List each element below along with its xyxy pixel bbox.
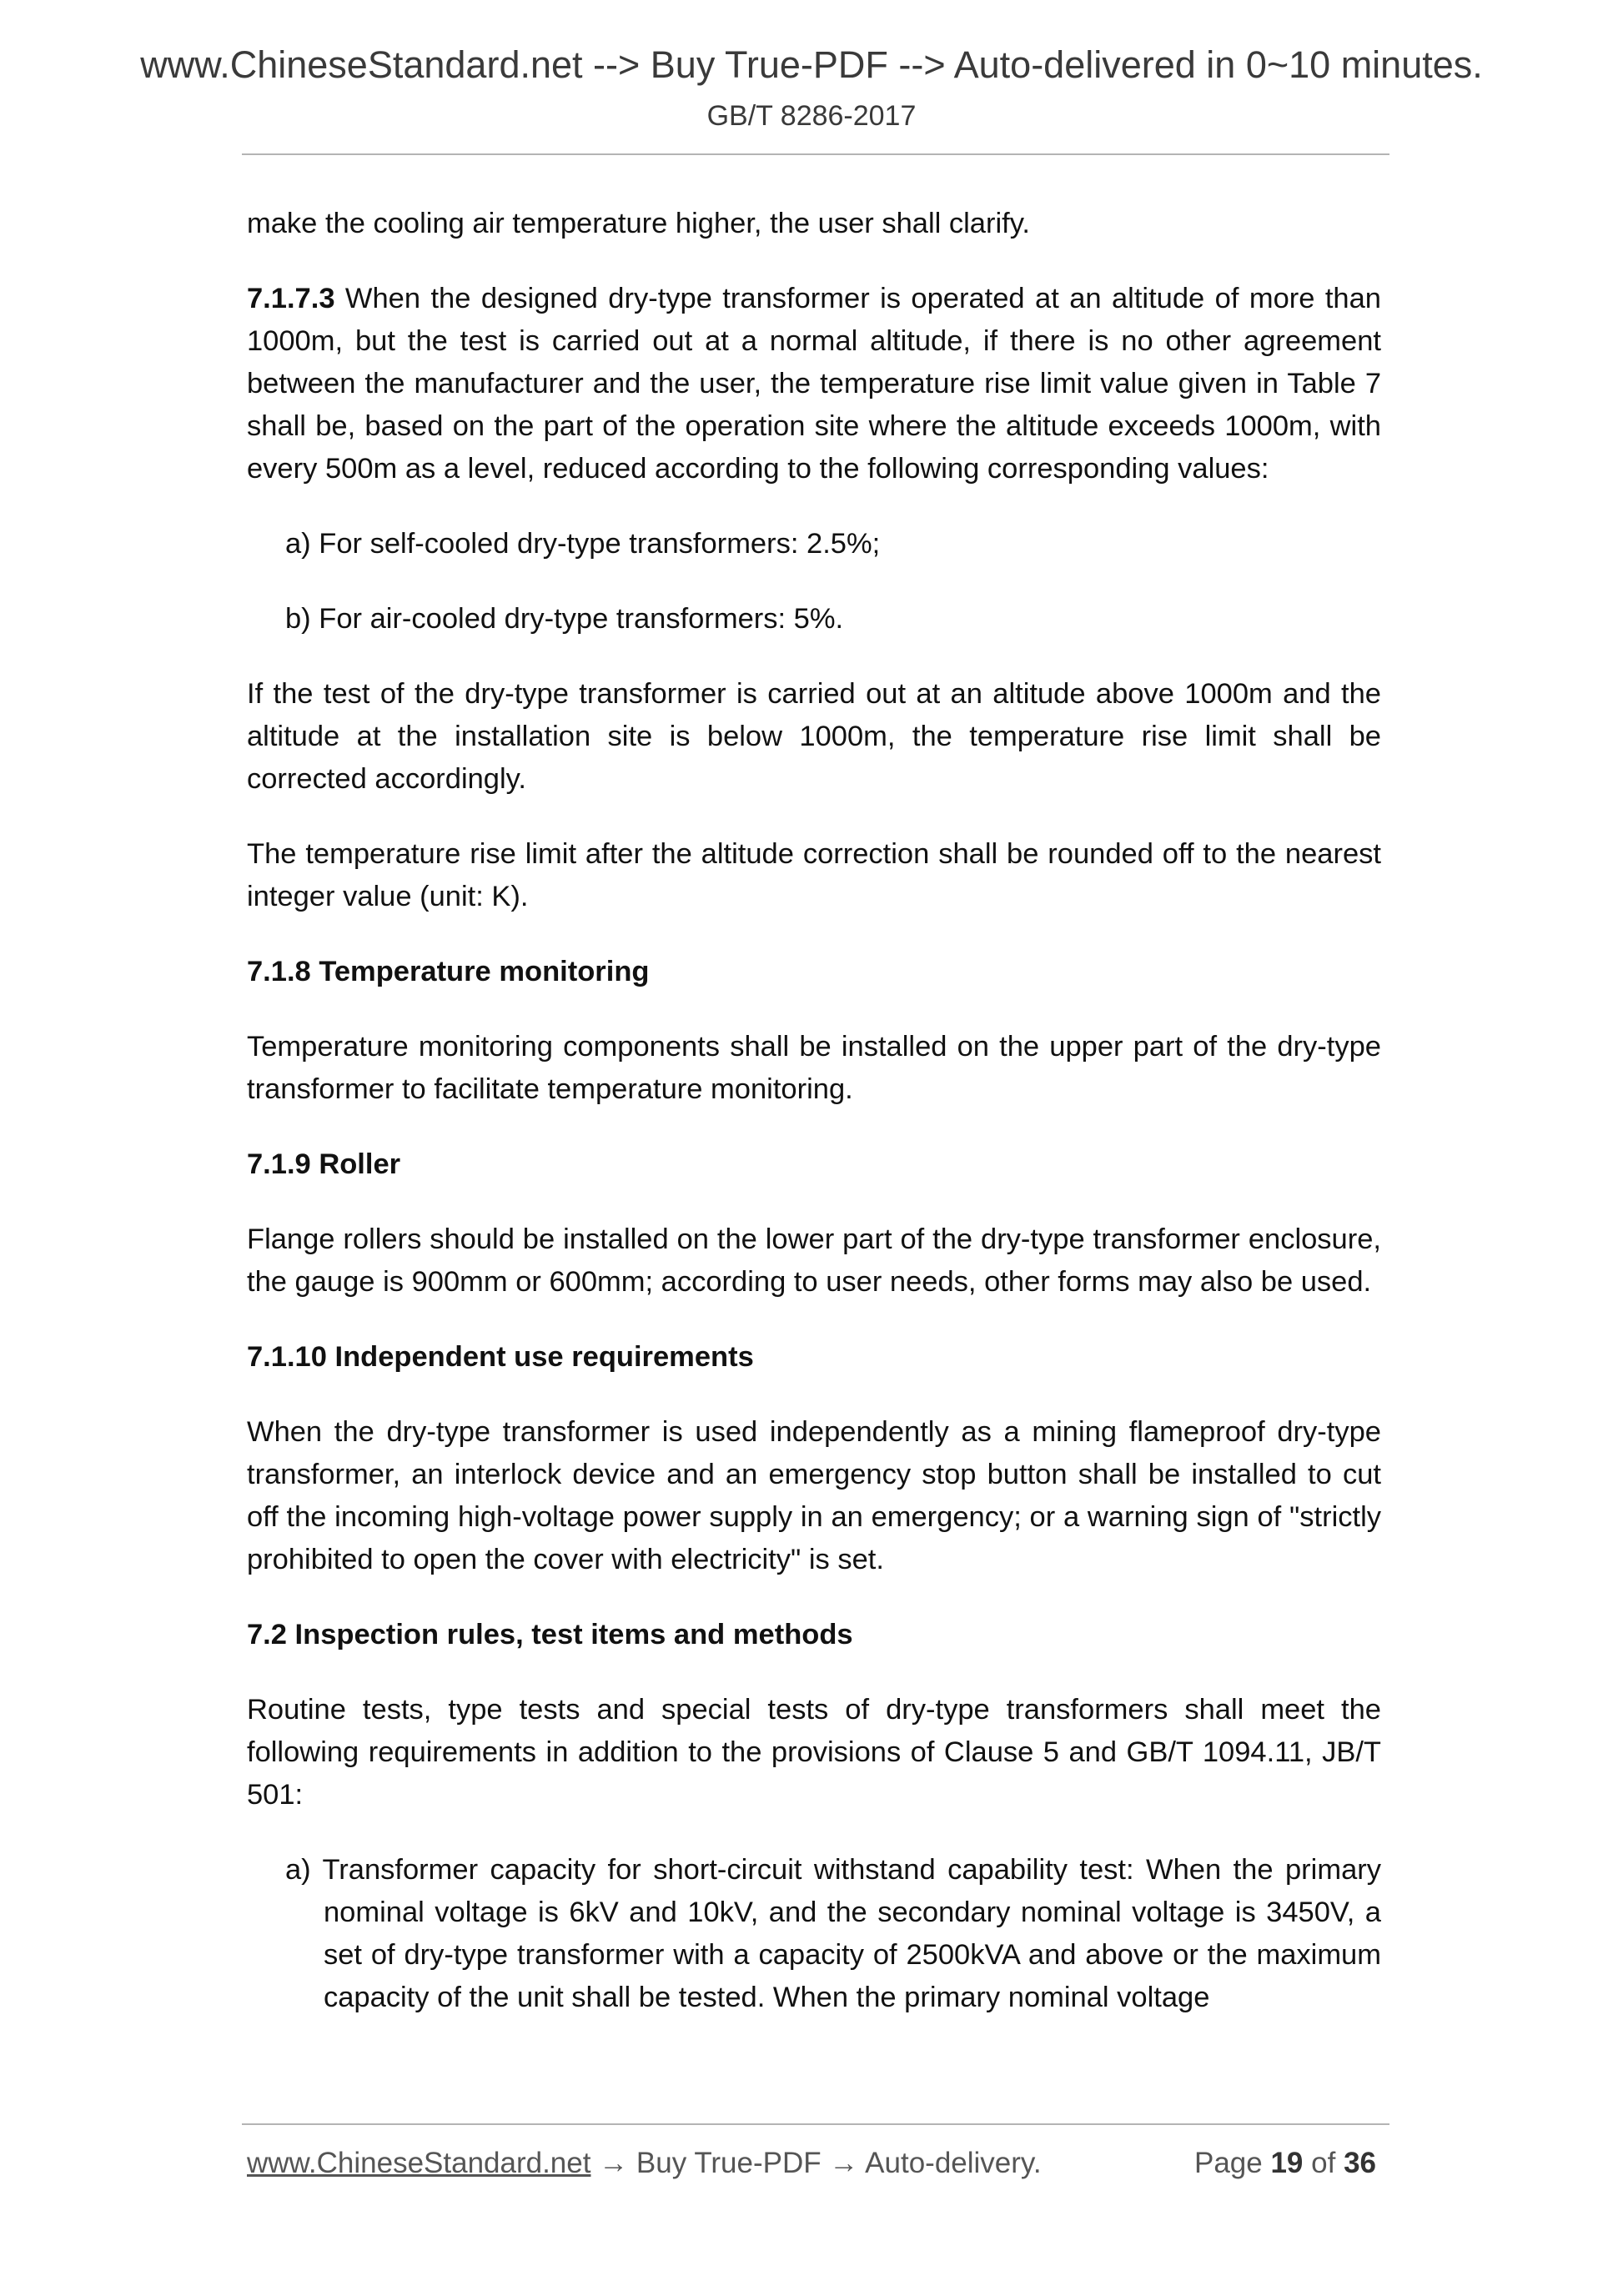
- heading-7-1-10: 7.1.10 Independent use requirements: [247, 1341, 754, 1373]
- paragraph-rounding: The temperature rise limit after the altitude correction shall be rounded off to the nearest integer value (unit: K).: [247, 838, 1381, 912]
- page-content: [247, 203, 1381, 2052]
- of-word: of: [1311, 2147, 1336, 2179]
- clause-text: When the designed dry-type transformer is operated at an altitude of more than 1000m, but the test is carried out at a normal altitude, if there is no other agreement between the manufacturer and the user, the temperature rise limit value given in Table 7 shall be, based on the part of the operation site where the altitude exceeds 1000m, with every 500m as a level, reduced according to the following corresponding values:: [247, 283, 1381, 485]
- page-indicator: [1194, 2147, 1376, 2180]
- page-footer: [247, 2147, 1381, 2180]
- list-item-a: a) For self-cooled dry-type transformers: 2.5%;: [285, 528, 881, 560]
- page-number: 19: [1270, 2147, 1304, 2179]
- paragraph-roller: Flange rollers should be installed on the lower part of the dry-type transformer enclosure, the gauge is 900mm or 600mm; according to user needs, other forms may also be used.: [247, 1223, 1381, 1298]
- paragraph-altitude-test: If the test of the dry-type transformer is carried out at an altitude above 1000m and the altitude at the installation site is below 1000m, the temperature rise limit shall be corrected accordingly.: [247, 678, 1381, 795]
- paragraph-temperature-monitoring: Temperature monitoring components shall be installed on the upper part of the dry-type transformer to facilitate temperature monitoring.: [247, 1031, 1381, 1105]
- heading-7-2: 7.2 Inspection rules, test items and methods: [247, 1619, 853, 1650]
- site-banner: www.ChineseStandard.net --> Buy True-PDF --> Auto-delivered in 0~10 minutes.: [140, 43, 1483, 86]
- paragraph-continuation: make the cooling air temperature higher, the user shall clarify.: [247, 208, 1030, 239]
- footer-site-link[interactable]: www.ChineseStandard.net: [247, 2147, 591, 2179]
- footer-divider: [242, 2123, 1389, 2125]
- header-divider: [242, 153, 1389, 155]
- document-code: GB/T 8286-2017: [706, 100, 917, 132]
- heading-7-1-8: 7.1.8 Temperature monitoring: [247, 956, 650, 987]
- page-total: 36: [1344, 2147, 1376, 2179]
- paragraph-inspection-rules: Routine tests, type tests and special tests of dry-type transformers shall meet the following requirements in addition to the provisions of Clause 5 and GB/T 1094.11, JB/T 501:: [247, 1694, 1381, 1811]
- page-word: Page: [1193, 2147, 1263, 2179]
- paragraph-independent-use: When the dry-type transformer is used independently as a mining flameproof dry-type transformer, an interlock device and an emergency stop button shall be installed to cut off the incoming high-voltage power supply in an emergency; or a warning sign of "strictly prohibited to open the cover with electricity" is set.: [247, 1416, 1381, 1575]
- footer-tagline: → Buy True-PDF → Auto-delivery.: [590, 2147, 1042, 2179]
- clause-number: 7.1.7.3: [247, 283, 335, 314]
- heading-7-1-9: 7.1.9 Roller: [247, 1148, 401, 1180]
- paragraph-7-1-7-3: [247, 278, 1381, 490]
- list-item-b: b) For air-cooled dry-type transformers: 5%.: [285, 603, 844, 635]
- list-item-a-short-circuit: a) Transformer capacity for short-circuit withstand capability test: When the primary nominal voltage is 6kV and 10kV, and the secondary nominal voltage is 3450V, a set of dry-type transformer with a capacity of 2500kVA and above or the maximum capacity of the unit shall be tested. When the primary nominal voltage: [285, 1854, 1381, 2013]
